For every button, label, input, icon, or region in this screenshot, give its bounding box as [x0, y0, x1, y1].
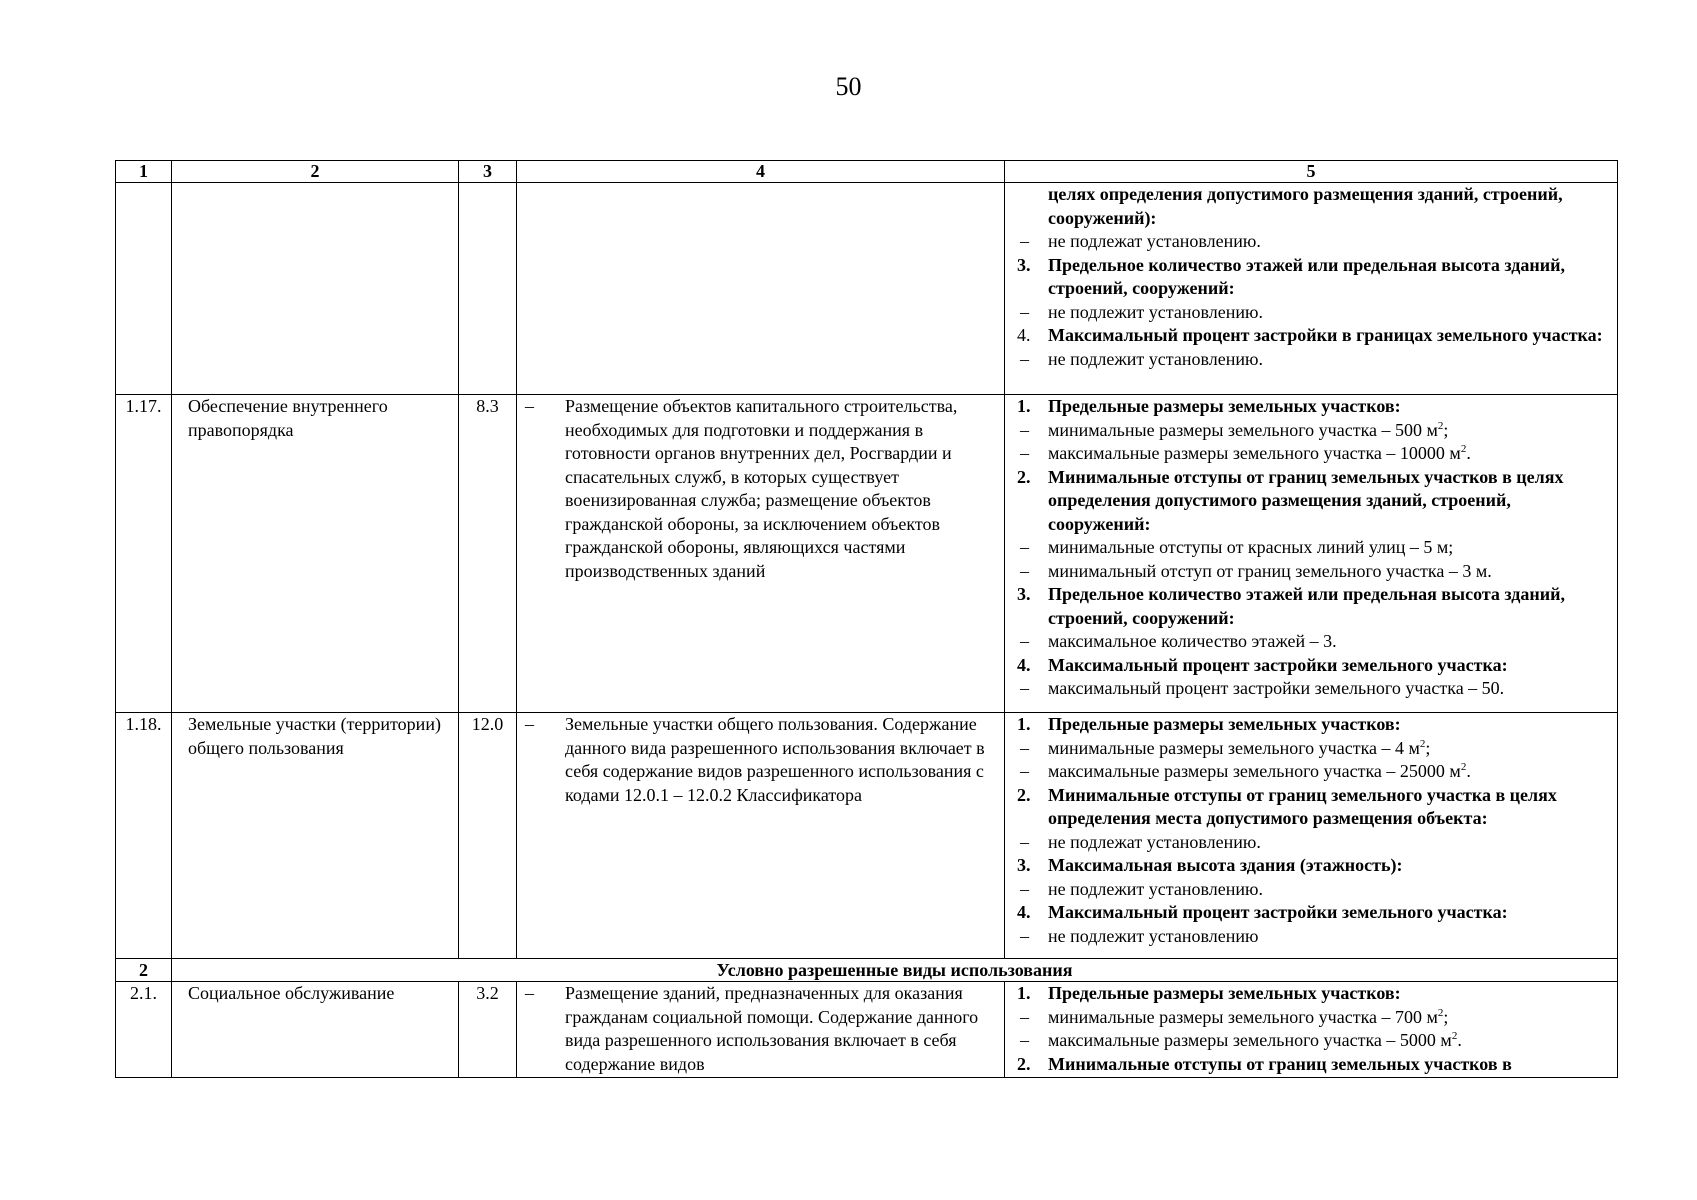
rule-text-main: минимальные отступы от красных линий улиц – 5 м;: [1048, 537, 1454, 557]
rule-text-main: минимальный отступ от границ земельного участка – 3 м.: [1048, 560, 1492, 581]
rule-item: [1017, 560, 1613, 584]
description-text: Размещение объектов капитального строительства, необходимых для подготовки и поддержания в готовности органов внутренних дел, Росгвардии и спасательных служб, в которых существует военизированная служба; размещение объектов гражданской обороны, за исключением объектов гражданской обороны, являющихся частями производственных зданий: [565, 396, 958, 581]
rule-text-main: Минимальные отступы от границ земельных участков в целях определения допустимого размещения зданий, строений, сооружений:: [1048, 466, 1564, 534]
rule-marker: –: [1020, 1006, 1029, 1027]
rules-list: [1009, 982, 1613, 1076]
rule-marker: –: [1020, 737, 1029, 758]
rule-marker: 2.: [1017, 466, 1031, 487]
rule-text: [1048, 982, 1613, 1006]
rule-item: [1017, 737, 1613, 761]
table-row: [116, 982, 1618, 1078]
cell-description: [517, 395, 1005, 713]
rule-text-main: максимальное количество этажей – 3.: [1048, 631, 1337, 651]
rule-item: [1017, 901, 1613, 925]
rule-text-main: Предельное количество этажей или предельная высота зданий, строений, сооружений:: [1048, 584, 1566, 628]
section-title: Условно разрешенные виды использования: [172, 959, 1618, 982]
cell-name: Обеспечение внутреннего правопорядка: [172, 395, 459, 713]
rule-marker: 3.: [1017, 254, 1031, 275]
description-text: Размещение зданий, предназначенных для оказания гражданам социальной помощи. Содержание данного вида разрешенного использования включает в себя содержание видов: [565, 983, 979, 1074]
rules-list: [1009, 713, 1613, 948]
cell-name: Земельные участки (территории) общего пользования: [172, 713, 459, 959]
rule-text: [1048, 1006, 1613, 1030]
rule-text: [1048, 466, 1613, 537]
header-col-3: 3: [459, 161, 517, 183]
rule-text-main: минимальные размеры земельного участка – 4 м: [1048, 737, 1420, 758]
rule-item: [1017, 654, 1613, 678]
rule-marker: –: [1020, 348, 1029, 369]
rule-text-main: не подлежит установлению.: [1048, 348, 1263, 369]
rule-marker: –: [1020, 301, 1029, 322]
rule-text: [1048, 630, 1613, 654]
rule-text-main: Максимальный процент застройки земельного участка:: [1048, 654, 1508, 675]
rule-text-main: Предельные размеры земельных участков:: [1048, 714, 1401, 734]
rule-marker: –: [1020, 678, 1029, 698]
rule-sup: 2: [1437, 1006, 1444, 1019]
rule-item: [1017, 583, 1613, 630]
rule-text-main: Предельные размеры земельных участков:: [1048, 396, 1401, 416]
rule-text: [1048, 737, 1613, 761]
rule-sup: 2: [1437, 419, 1444, 432]
rule-marker: –: [1020, 925, 1029, 946]
rule-item: [1017, 230, 1613, 254]
rule-text-main: Предельное количество этажей или предельная высота зданий, строений, сооружений:: [1048, 254, 1566, 298]
rule-marker: –: [1020, 878, 1029, 899]
rule-text: [1048, 1029, 1613, 1053]
rule-text: [1048, 395, 1613, 419]
rule-marker: 1.: [1017, 983, 1031, 1003]
rule-item: [1017, 466, 1613, 537]
rule-item: [1017, 1053, 1613, 1077]
section-num: 2: [116, 959, 172, 982]
rule-marker: –: [1020, 1030, 1029, 1050]
rule-text: [1048, 925, 1613, 949]
rule-marker: –: [1020, 560, 1029, 581]
rule-text: [1048, 654, 1613, 678]
description-text: Земельные участки общего пользования. Содержание данного вида разрешенного использования включает в себя содержание видов разрешенного использования с кодами 12.0.1 – 12.0.2 Классификатора: [565, 714, 985, 805]
rule-text-main: Предельные размеры земельных участков:: [1048, 983, 1401, 1003]
description-block: [521, 713, 1000, 807]
cell-code: 3.2: [459, 982, 517, 1078]
rule-text: [1048, 301, 1613, 325]
rule-text: [1048, 878, 1613, 902]
cell-name: Социальное обслуживание: [172, 982, 459, 1078]
rule-item: [1017, 348, 1613, 372]
rules-list: [1009, 395, 1613, 701]
rule-text: [1048, 583, 1613, 630]
rule-marker: 4.: [1017, 654, 1031, 675]
cell-name: [172, 183, 459, 395]
rule-after: .: [1466, 443, 1471, 463]
rule-after: ;: [1443, 1006, 1449, 1027]
rule-item: [1017, 301, 1613, 325]
rule-item: [1017, 982, 1613, 1006]
cell-num: 1.17.: [116, 395, 172, 713]
rule-text-main: Минимальные отступы от границ земельных участков в: [1048, 1053, 1512, 1074]
rule-marker: 2.: [1017, 784, 1031, 805]
page-number: 50: [835, 72, 862, 101]
rule-text: [1048, 419, 1613, 443]
rule-item: [1017, 925, 1613, 949]
table-row: [116, 395, 1618, 713]
rule-marker: 1.: [1017, 714, 1031, 734]
cell-code: [459, 183, 517, 395]
rule-item: [1017, 1029, 1613, 1053]
rule-item: [1017, 630, 1613, 654]
header-col-4: 4: [517, 161, 1005, 183]
rule-text: [1048, 183, 1613, 230]
table-row: [116, 713, 1618, 959]
cell-description: [517, 982, 1005, 1078]
rule-text-main: максимальные размеры земельного участка – 10000 м: [1048, 443, 1461, 463]
rule-text: [1048, 324, 1613, 348]
rule-item: [1017, 878, 1613, 902]
rule-marker: –: [1020, 831, 1029, 852]
rule-text: [1048, 713, 1613, 737]
cell-description: [517, 713, 1005, 959]
rule-text: [1048, 677, 1613, 701]
land-use-table: [115, 160, 1618, 1078]
rule-marker: –: [1020, 631, 1029, 651]
rule-text-main: минимальные размеры земельного участка – 500 м: [1048, 419, 1438, 440]
rule-text-main: Максимальный процент застройки земельного участка:: [1048, 902, 1508, 922]
description-dash: –: [525, 983, 534, 1003]
rule-text-main: минимальные размеры земельного участка – 700 м: [1048, 1006, 1438, 1027]
rule-item: [1017, 536, 1613, 560]
rule-marker: 4.: [1017, 325, 1031, 345]
rule-sup: 2: [1451, 1030, 1458, 1042]
rule-item: [1017, 854, 1613, 878]
table-header-row: [116, 161, 1618, 183]
rule-text: [1048, 854, 1613, 878]
rule-text: [1048, 560, 1613, 584]
cell-rules: [1005, 183, 1618, 395]
rule-item: [1017, 395, 1613, 419]
rule-item: [1017, 442, 1613, 466]
rule-text-main: не подлежит установлению: [1048, 925, 1259, 946]
rule-item: [1017, 1006, 1613, 1030]
rule-text-main: не подлежат установлению.: [1048, 831, 1261, 852]
rule-text-main: Минимальные отступы от границ земельного участка в целях определения места допустимого размещения объекта:: [1048, 784, 1557, 828]
cell-code: 12.0: [459, 713, 517, 959]
cell-rules: [1005, 395, 1618, 713]
description-dash: –: [525, 396, 534, 416]
rule-text-main: Максимальный процент застройки в границах земельного участка:: [1048, 325, 1603, 345]
rule-after: .: [1457, 1030, 1462, 1050]
rule-after: ;: [1443, 419, 1449, 440]
description-block: [521, 982, 1000, 1076]
rule-marker: 1.: [1017, 396, 1031, 416]
rule-marker: –: [1020, 443, 1029, 463]
rule-sup: 2: [1460, 443, 1467, 455]
rule-after: .: [1466, 761, 1471, 781]
rule-text: [1048, 901, 1613, 925]
rule-text-main: максимальные размеры земельного участка – 25000 м: [1048, 761, 1461, 781]
rules-list: [1009, 183, 1613, 371]
rule-marker: 3.: [1017, 855, 1031, 875]
rule-text-main: максимальные размеры земельного участка – 5000 м: [1048, 1030, 1452, 1050]
rule-marker: 2.: [1017, 1053, 1031, 1074]
cell-code: 8.3: [459, 395, 517, 713]
rule-sup: 2: [1460, 761, 1467, 773]
description-dash: –: [525, 714, 534, 734]
rule-item: [1017, 324, 1613, 348]
rule-text-main: не подлежит установлению.: [1048, 301, 1263, 322]
rule-marker: –: [1020, 537, 1029, 557]
rule-item: [1017, 784, 1613, 831]
rule-text-main: максимальный процент застройки земельного участка – 50.: [1048, 678, 1505, 698]
rule-text: [1048, 442, 1613, 466]
rule-item: [1017, 677, 1613, 701]
rule-text: [1048, 760, 1613, 784]
rule-item: [1017, 183, 1613, 230]
rule-text: [1048, 1053, 1613, 1077]
rule-item: [1017, 713, 1613, 737]
rule-text-main: целях определения допустимого размещения зданий, строений, сооружений):: [1048, 184, 1563, 228]
rule-text: [1048, 254, 1613, 301]
rule-text: [1048, 230, 1613, 254]
rule-text: [1048, 536, 1613, 560]
rule-marker: –: [1020, 419, 1029, 440]
rule-marker: 4.: [1017, 902, 1031, 922]
rule-item: [1017, 760, 1613, 784]
rule-text: [1048, 831, 1613, 855]
continuation-row: [116, 183, 1618, 395]
rule-after: ;: [1425, 737, 1431, 758]
rule-text-main: не подлежит установлению.: [1048, 878, 1263, 899]
rule-text-main: не подлежат установлению.: [1048, 231, 1261, 251]
rule-item: [1017, 831, 1613, 855]
rule-marker: –: [1020, 761, 1029, 781]
cell-num: [116, 183, 172, 395]
rule-marker: –: [1020, 231, 1029, 251]
header-col-1: 1: [116, 161, 172, 183]
cell-num: 2.1.: [116, 982, 172, 1078]
rule-item: [1017, 254, 1613, 301]
header-col-5: 5: [1005, 161, 1618, 183]
rule-sup: 2: [1419, 737, 1426, 750]
section-row: [116, 959, 1618, 982]
rule-text-main: Максимальная высота здания (этажность):: [1048, 855, 1403, 875]
cell-num: 1.18.: [116, 713, 172, 959]
rule-item: [1017, 419, 1613, 443]
cell-rules: [1005, 982, 1618, 1078]
header-col-2: 2: [172, 161, 459, 183]
cell-rules: [1005, 713, 1618, 959]
rule-marker: [1017, 183, 1048, 230]
description-block: [521, 395, 1000, 583]
cell-description: [517, 183, 1005, 395]
rule-text: [1048, 348, 1613, 372]
rule-marker: 3.: [1017, 584, 1031, 604]
rule-text: [1048, 784, 1613, 831]
